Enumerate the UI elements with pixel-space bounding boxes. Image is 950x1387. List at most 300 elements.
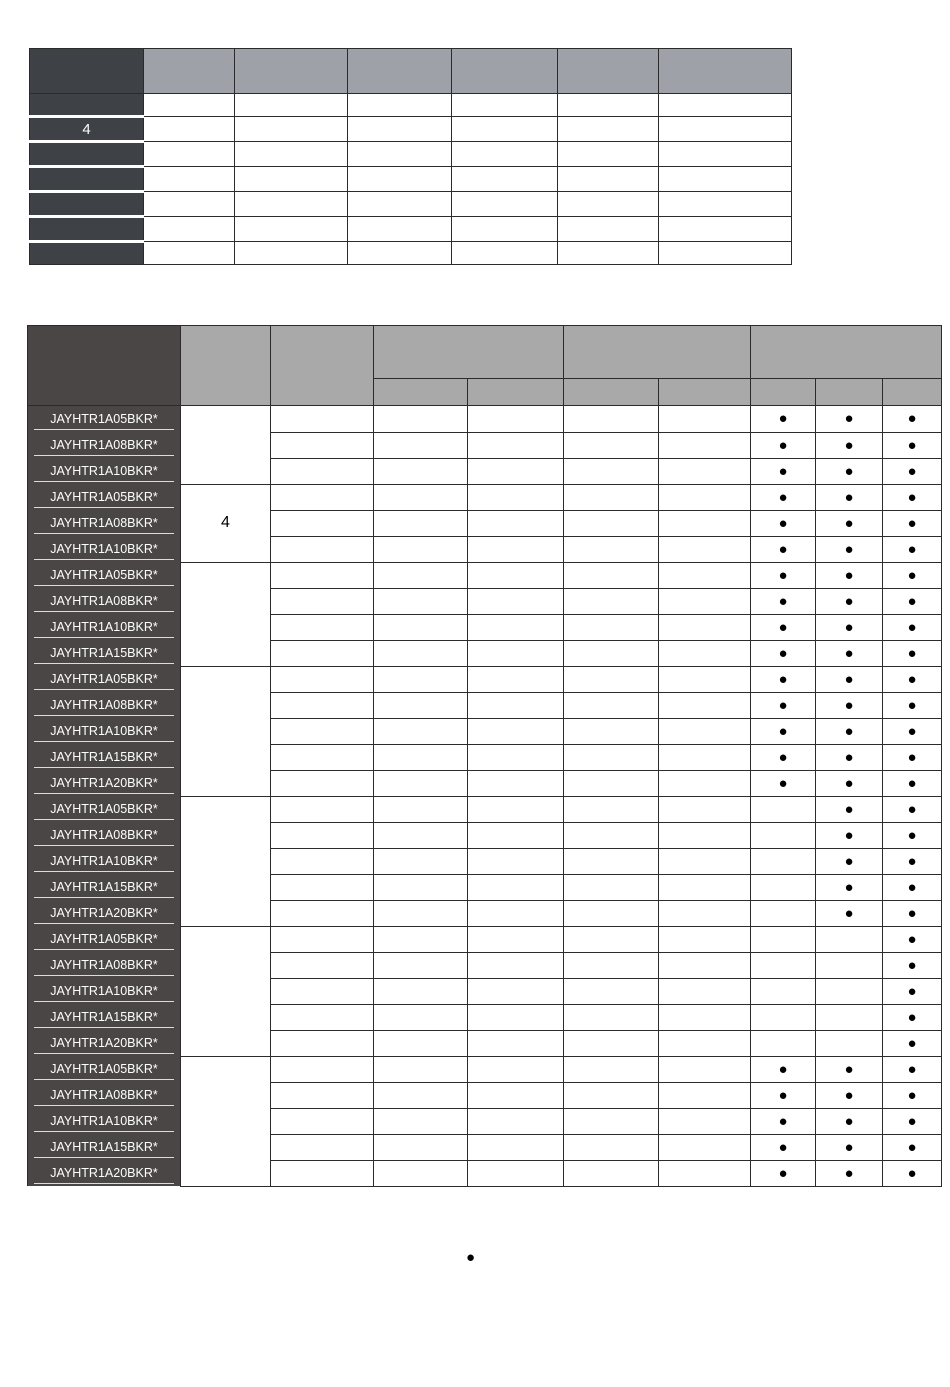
table2-cell xyxy=(659,510,751,536)
compat-dot-icon: ● xyxy=(844,722,854,740)
compat-dot-cell xyxy=(751,484,816,510)
table2-cell xyxy=(271,562,374,588)
table2-cell xyxy=(374,666,468,692)
table2-cell xyxy=(564,536,659,562)
table2-header-group xyxy=(564,326,751,379)
compat-dot-icon: ● xyxy=(907,462,917,480)
compat-dot-cell xyxy=(883,744,942,770)
compat-dot-cell xyxy=(816,1004,883,1030)
table2-cell xyxy=(564,770,659,796)
compat-dot-cell xyxy=(883,692,942,718)
table2-cell xyxy=(271,666,374,692)
table-row xyxy=(28,432,942,458)
compat-dot-cell xyxy=(883,614,942,640)
table2-cell xyxy=(374,588,468,614)
table2-cell xyxy=(468,900,564,926)
model-label: JAYHTR1A08BKR* xyxy=(34,438,174,456)
model-label: JAYHTR1A08BKR* xyxy=(34,958,174,976)
table2-cell xyxy=(271,1082,374,1108)
table2-cell xyxy=(659,718,751,744)
table2-cell xyxy=(659,952,751,978)
model-label: JAYHTR1A10BKR* xyxy=(34,984,174,1002)
compat-dot-cell xyxy=(883,484,942,510)
compat-dot-cell xyxy=(751,770,816,796)
compat-dot-cell xyxy=(816,1082,883,1108)
compat-dot-cell xyxy=(751,1004,816,1030)
model-cell xyxy=(28,744,181,770)
table1-cell xyxy=(558,94,659,117)
table2-cell xyxy=(468,510,564,536)
compat-dot-cell xyxy=(883,718,942,744)
table2-cell xyxy=(271,536,374,562)
table2-cell xyxy=(564,614,659,640)
table1-cell xyxy=(452,94,558,117)
model-cell xyxy=(28,1134,181,1160)
table2-cell xyxy=(564,1082,659,1108)
table-row xyxy=(28,510,942,536)
table1-cell xyxy=(558,117,659,142)
table2-subheader-cell xyxy=(468,379,564,406)
model-label: JAYHTR1A10BKR* xyxy=(34,620,174,638)
table1-row-label: 4 xyxy=(30,117,144,142)
model-label: JAYHTR1A15BKR* xyxy=(34,880,174,898)
table1-cell xyxy=(452,142,558,167)
compat-dot-cell xyxy=(816,744,883,770)
table2-cell xyxy=(271,458,374,484)
compat-dot-icon: ● xyxy=(907,982,917,1000)
table2-cell xyxy=(271,770,374,796)
table1-cell xyxy=(558,217,659,242)
model-label: JAYHTR1A05BKR* xyxy=(34,672,174,690)
table2-subheader-cell xyxy=(816,379,883,406)
compat-dot-cell xyxy=(816,926,883,952)
compat-dot-cell xyxy=(883,432,942,458)
table-row xyxy=(28,1108,942,1134)
table2-cell xyxy=(374,900,468,926)
table1-cell xyxy=(235,167,348,192)
compat-dot-cell xyxy=(883,952,942,978)
compat-dot-cell xyxy=(816,640,883,666)
table1-row xyxy=(30,242,792,265)
model-label: JAYHTR1A05BKR* xyxy=(34,490,174,508)
table1-row-label xyxy=(30,142,144,167)
group-cell xyxy=(181,926,271,1056)
model-cell xyxy=(28,666,181,692)
compat-dot-icon: ● xyxy=(778,436,788,454)
table2-cell xyxy=(564,640,659,666)
compat-dot-icon: ● xyxy=(778,1060,788,1078)
compat-dot-icon: ● xyxy=(844,1164,854,1182)
table1-cell xyxy=(235,242,348,265)
compat-dot-cell xyxy=(883,978,942,1004)
compat-dot-cell xyxy=(883,1160,942,1186)
compat-dot-cell xyxy=(816,536,883,562)
compat-dot-cell xyxy=(751,1160,816,1186)
table-row xyxy=(28,926,942,952)
model-label: JAYHTR1A08BKR* xyxy=(34,516,174,534)
table2-cell xyxy=(564,926,659,952)
table2-cell xyxy=(271,900,374,926)
table2-cell xyxy=(659,822,751,848)
table1-header-cell xyxy=(348,49,452,94)
table2-cell xyxy=(271,1056,374,1082)
table-row xyxy=(28,458,942,484)
table-row xyxy=(28,536,942,562)
table2-cell xyxy=(374,718,468,744)
compat-dot-cell xyxy=(751,1030,816,1056)
table2-cell xyxy=(374,848,468,874)
model-label: JAYHTR1A08BKR* xyxy=(34,828,174,846)
table1-corner-cell xyxy=(30,49,144,94)
table1-row xyxy=(30,167,792,192)
compat-dot-cell xyxy=(816,848,883,874)
table2-cell xyxy=(468,458,564,484)
compat-dot-cell xyxy=(751,536,816,562)
table2-subheader-cell xyxy=(564,379,659,406)
table1-cell xyxy=(348,242,452,265)
compat-dot-cell xyxy=(751,796,816,822)
compat-dot-cell xyxy=(816,562,883,588)
table1-cell xyxy=(348,94,452,117)
compat-dot-cell xyxy=(883,510,942,536)
table2-cell xyxy=(374,796,468,822)
compat-dot-icon: ● xyxy=(844,592,854,610)
compat-dot-icon: ● xyxy=(844,462,854,480)
compat-dot-cell xyxy=(751,1134,816,1160)
compat-dot-icon: ● xyxy=(778,774,788,792)
model-label: JAYHTR1A08BKR* xyxy=(34,698,174,716)
compat-dot-cell xyxy=(751,822,816,848)
table1-cell xyxy=(558,192,659,217)
table2-cell xyxy=(564,718,659,744)
table1-cell xyxy=(348,117,452,142)
table1-cell xyxy=(452,242,558,265)
table1-cell xyxy=(144,192,235,217)
table2-cell xyxy=(271,588,374,614)
table2-cell xyxy=(564,1030,659,1056)
model-cell xyxy=(28,1004,181,1030)
table1-cell xyxy=(348,217,452,242)
compat-dot-icon: ● xyxy=(778,488,788,506)
table2-cell xyxy=(468,640,564,666)
compat-dot-cell xyxy=(816,484,883,510)
compat-dot-cell xyxy=(883,458,942,484)
compat-dot-cell xyxy=(751,588,816,614)
model-label: JAYHTR1A15BKR* xyxy=(34,646,174,664)
compat-dot-icon: ● xyxy=(907,1034,917,1052)
group-cell xyxy=(181,666,271,796)
compat-dot-icon: ● xyxy=(907,592,917,610)
compat-dot-icon: ● xyxy=(907,956,917,974)
table2-cell xyxy=(271,432,374,458)
table2-cell xyxy=(659,900,751,926)
compat-dot-cell xyxy=(883,1082,942,1108)
compat-dot-icon: ● xyxy=(778,514,788,532)
table2-cell xyxy=(468,926,564,952)
table-row xyxy=(28,406,942,433)
table-row xyxy=(28,900,942,926)
table1-cell xyxy=(659,192,792,217)
compat-dot-cell xyxy=(751,1108,816,1134)
model-cell xyxy=(28,796,181,822)
compat-dot-cell xyxy=(883,770,942,796)
compat-dot-icon: ● xyxy=(778,592,788,610)
compat-dot-icon: ● xyxy=(778,540,788,558)
table1-cell xyxy=(235,142,348,167)
compat-dot-icon: ● xyxy=(778,696,788,714)
table1-cell xyxy=(659,242,792,265)
table-row xyxy=(28,796,942,822)
compat-dot-cell xyxy=(883,640,942,666)
compat-dot-cell xyxy=(816,692,883,718)
compat-dot-cell xyxy=(751,848,816,874)
table-row xyxy=(28,744,942,770)
compat-dot-cell xyxy=(816,822,883,848)
table2-cell xyxy=(374,458,468,484)
table2-cell xyxy=(564,822,659,848)
compat-dot-cell xyxy=(751,692,816,718)
compat-dot-cell xyxy=(883,588,942,614)
table1-cell xyxy=(144,217,235,242)
compat-dot-icon: ● xyxy=(907,930,917,948)
table2-cell xyxy=(271,874,374,900)
table1-header-cell xyxy=(452,49,558,94)
model-cell xyxy=(28,1108,181,1134)
table-row xyxy=(28,1134,942,1160)
table2-cell xyxy=(271,952,374,978)
compat-dot-icon: ● xyxy=(844,774,854,792)
compat-dot-cell xyxy=(816,1056,883,1082)
compat-dot-icon: ● xyxy=(844,618,854,636)
compat-dot-icon: ● xyxy=(778,1164,788,1182)
compat-dot-icon: ● xyxy=(844,410,854,428)
compat-dot-cell xyxy=(883,1108,942,1134)
table2-cell xyxy=(659,1108,751,1134)
table2-cell xyxy=(468,718,564,744)
table2-cell xyxy=(564,510,659,536)
table2-subheader-cell xyxy=(883,379,942,406)
table1-cell xyxy=(144,167,235,192)
table2-cell xyxy=(659,666,751,692)
compat-dot-cell xyxy=(751,562,816,588)
table2-header-cell xyxy=(271,326,374,406)
model-label: JAYHTR1A05BKR* xyxy=(34,932,174,950)
table2-cell xyxy=(271,1160,374,1186)
model-cell xyxy=(28,926,181,952)
compat-dot-icon: ● xyxy=(907,540,917,558)
table-row xyxy=(28,1004,942,1030)
compat-dot-cell xyxy=(816,952,883,978)
table2-cell xyxy=(374,952,468,978)
model-label: JAYHTR1A20BKR* xyxy=(34,906,174,924)
table-row xyxy=(28,848,942,874)
compat-dot-icon: ● xyxy=(844,436,854,454)
compat-dot-cell xyxy=(751,874,816,900)
table1-cell xyxy=(348,192,452,217)
compat-dot-icon: ● xyxy=(907,1060,917,1078)
table2-cell xyxy=(564,900,659,926)
table2-cell xyxy=(468,1004,564,1030)
compat-dot-cell xyxy=(816,588,883,614)
table2-cell xyxy=(374,744,468,770)
table2-cell xyxy=(374,1030,468,1056)
model-cell xyxy=(28,640,181,666)
model-cell xyxy=(28,718,181,744)
table1-header-cell xyxy=(144,49,235,94)
table1-row-label xyxy=(30,217,144,242)
model-label: JAYHTR1A20BKR* xyxy=(34,1166,174,1184)
table2-cell xyxy=(468,1134,564,1160)
table2-cell xyxy=(659,1004,751,1030)
table2-cell xyxy=(374,614,468,640)
table2-cell xyxy=(659,1030,751,1056)
table2-cell xyxy=(564,1056,659,1082)
table2-cell xyxy=(468,432,564,458)
model-cell xyxy=(28,770,181,796)
table-row xyxy=(28,874,942,900)
table2-cell xyxy=(564,744,659,770)
table2-cell xyxy=(271,1134,374,1160)
compat-dot-icon: ● xyxy=(844,488,854,506)
compat-dot-icon: ● xyxy=(778,618,788,636)
compat-dot-cell xyxy=(816,1134,883,1160)
table2-cell xyxy=(468,1030,564,1056)
model-cell xyxy=(28,536,181,562)
compat-dot-icon: ● xyxy=(844,826,854,844)
model-cell xyxy=(28,588,181,614)
heater-compatibility-table xyxy=(27,325,942,1187)
table2-cell xyxy=(659,536,751,562)
table2-cell xyxy=(374,1108,468,1134)
table2-header-cell xyxy=(181,326,271,406)
compat-dot-icon: ● xyxy=(778,1138,788,1156)
table1-row xyxy=(30,192,792,217)
compat-dot-icon: ● xyxy=(778,462,788,480)
spec-table-small xyxy=(29,48,792,265)
group-cell xyxy=(181,796,271,926)
table-row xyxy=(28,614,942,640)
table2-cell xyxy=(374,1134,468,1160)
table2-cell xyxy=(374,1056,468,1082)
compat-dot-icon: ● xyxy=(778,566,788,584)
table2-cell xyxy=(468,692,564,718)
group-cell xyxy=(181,562,271,666)
table1-cell xyxy=(452,192,558,217)
model-label: JAYHTR1A08BKR* xyxy=(34,1088,174,1106)
compat-dot-icon: ● xyxy=(844,644,854,662)
table2-subheader-cell xyxy=(659,379,751,406)
table2-cell xyxy=(374,1160,468,1186)
table2-cell xyxy=(564,458,659,484)
compat-dot-cell xyxy=(751,458,816,484)
table1-cell xyxy=(348,167,452,192)
table-row xyxy=(28,588,942,614)
table2-cell xyxy=(271,926,374,952)
table2-cell xyxy=(659,614,751,640)
compat-dot-icon: ● xyxy=(907,904,917,922)
table1-row xyxy=(30,142,792,167)
compat-dot-icon: ● xyxy=(907,800,917,818)
compat-dot-cell xyxy=(751,640,816,666)
compat-dot-cell xyxy=(816,1160,883,1186)
table2-header-group xyxy=(374,326,564,379)
table2-cell xyxy=(374,822,468,848)
compat-dot-icon: ● xyxy=(844,514,854,532)
compat-dot-icon: ● xyxy=(907,618,917,636)
table1-row-label xyxy=(30,242,144,265)
compat-dot-icon: ● xyxy=(844,904,854,922)
compat-dot-icon: ● xyxy=(907,566,917,584)
model-label: JAYHTR1A15BKR* xyxy=(34,1010,174,1028)
table2-cell xyxy=(659,588,751,614)
model-cell xyxy=(28,562,181,588)
table2-cell xyxy=(374,406,468,433)
table2-cell xyxy=(468,874,564,900)
compat-dot-cell xyxy=(816,978,883,1004)
compat-dot-icon: ● xyxy=(907,1008,917,1026)
compat-dot-cell xyxy=(816,1108,883,1134)
table-row xyxy=(28,1056,942,1082)
table2-cell xyxy=(468,952,564,978)
compat-dot-icon: ● xyxy=(844,878,854,896)
model-label: JAYHTR1A10BKR* xyxy=(34,1114,174,1132)
table2-cell xyxy=(271,510,374,536)
compat-dot-icon: ● xyxy=(907,436,917,454)
table2-cell xyxy=(659,1056,751,1082)
table1-cell xyxy=(144,242,235,265)
model-cell xyxy=(28,874,181,900)
compat-dot-icon: ● xyxy=(907,696,917,714)
compat-dot-icon: ● xyxy=(907,644,917,662)
compat-dot-cell xyxy=(883,562,942,588)
table2-cell xyxy=(564,588,659,614)
compat-dot-icon: ● xyxy=(844,800,854,818)
table2-cell xyxy=(659,1134,751,1160)
compat-dot-cell xyxy=(751,718,816,744)
table1-cell xyxy=(235,217,348,242)
table2-cell xyxy=(271,796,374,822)
compat-dot-icon: ● xyxy=(907,1164,917,1182)
table2-cell xyxy=(271,692,374,718)
compat-dot-icon: ● xyxy=(844,540,854,558)
table2-cell xyxy=(468,796,564,822)
table2-cell xyxy=(659,796,751,822)
compat-dot-icon: ● xyxy=(907,514,917,532)
compat-dot-cell xyxy=(751,926,816,952)
compat-dot-cell xyxy=(883,874,942,900)
group-cell xyxy=(181,1056,271,1186)
table2-cell xyxy=(659,458,751,484)
compat-dot-cell xyxy=(816,406,883,433)
table2-cell xyxy=(374,432,468,458)
table2-cell xyxy=(374,562,468,588)
table2-cell xyxy=(271,848,374,874)
table2-cell xyxy=(564,1004,659,1030)
compat-dot-cell xyxy=(816,666,883,692)
table2-cell xyxy=(564,666,659,692)
compat-dot-cell xyxy=(816,796,883,822)
table2-header-group xyxy=(751,326,942,379)
compat-dot-cell xyxy=(883,848,942,874)
compat-dot-icon: ● xyxy=(844,1086,854,1104)
compat-dot-cell xyxy=(816,510,883,536)
table2-subheader-cell xyxy=(374,379,468,406)
compat-dot-cell xyxy=(883,1056,942,1082)
compat-dot-icon: ● xyxy=(907,1138,917,1156)
table1-cell xyxy=(659,94,792,117)
compat-dot-cell xyxy=(883,536,942,562)
compat-dot-icon: ● xyxy=(907,878,917,896)
